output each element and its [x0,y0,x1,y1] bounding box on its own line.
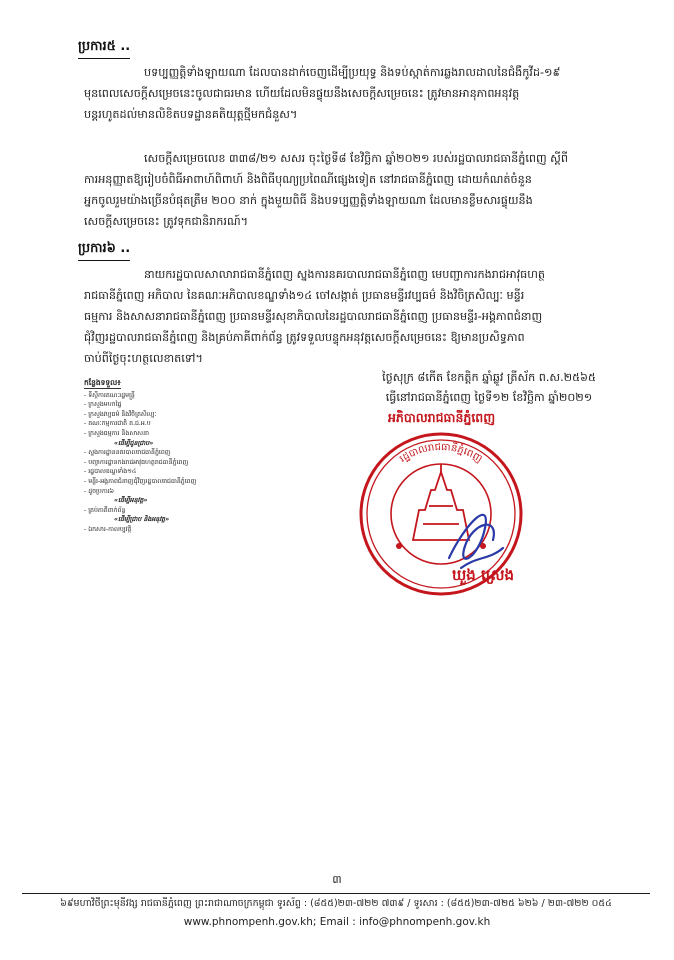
article5-paragraph1 [84,62,640,125]
article5-heading: ប្រការ៥ .. [78,38,130,59]
list-item: - រដ្ឋបាលខណ្ឌទាំង១៤ [84,467,324,477]
list-item: - គណៈកម្មការជាតិ គ.ជ.អ.ប [84,419,324,429]
website-link[interactable]: www.phnompenh.gov.kh [183,916,313,928]
list-item: - មន្ទីរ-អង្គភាពជំនាញជុំវិញរដ្ឋបាលរាជធានីភ្នំពេញ [84,477,324,487]
list-subheading: «ដើម្បីជ្រាប និងអនុវត្ត» [114,516,170,524]
list-item: - ក្រសួងធម្មការ និងសាសនា [84,429,324,439]
text-line: បទប្បញ្ញត្តិទាំងឡាយណា ដែលបានដាក់ចេញដើម្បីប្រយុទ្ធ និងទប់ស្កាត់ការឆ្លងរាលដាលនៃជំងឺកូវីដ-១៩ [144,66,561,79]
text-line: ចាប់ពីថ្ងៃចុះហត្ថលេខាតទៅ។ [84,352,203,365]
list-item: - ឯកសារ-កាលប្បវត្តិ [84,525,324,535]
date-block [324,368,654,408]
text-line: នាយករដ្ឋបាលសាលារាជធានីភ្នំពេញ ស្នងការនគរបាលរាជធានីភ្នំពេញ មេបញ្ជាការកងរាជអាវុធហត្ថ [144,268,546,281]
email-label: ; Email : info@phnompenh.gov.kh [312,916,491,928]
signatory-name: ឃួង ស្រេង [452,566,515,584]
seal-text: រដ្ឋបាលរាជធានីភ្នំពេញ [397,441,485,466]
text-line: សេចក្តីសម្រេចលេខ ៣៣៨/២១ សសរ ចុះថ្ងៃទី៨ ខែវិច្ឆិកា ឆ្នាំ២០២១ របស់រដ្ឋបាលរាជធានីភ្នំពេញ ស្តីពី [144,152,568,165]
footer-contact [0,916,674,928]
page-number: ៣ [332,873,342,886]
recipients-title: កន្លែងទទួល៖ [84,378,121,387]
list-subheading: «ដើម្បីជូនជ្រាប» [114,439,154,447]
text-line: មុនពេលសេចក្តីសម្រេចនេះចូលជាធរមាន ហើយដែលមិនផ្ទុយនឹងសេចក្តីសម្រេចនេះ ត្រូវមានអានុភាពអនុវត្ត [84,87,520,100]
text-line: ការអនុញ្ញាតឱ្យរៀបចំពិធីអាពាហ៍ពិពាហ៍ និងពិធីបុណ្យប្រពៃណីផ្សេងទៀត នៅរាជធានីភ្នំពេញ ដោយកំណត់ចំនួន [84,173,532,186]
text-line: សេចក្តីសម្រេចនេះ ត្រូវទុកជានិរាករណ៍។ [84,215,248,228]
article5-paragraph2 [84,148,640,232]
list-item: - ដូចប្រការ៦ [84,487,324,497]
text-line: ធម្មការ និងសាសនារាជធានីភ្នំពេញ ប្រធានមន្ទីរសុខាភិបាលនៃរដ្ឋបាលរាជធានីភ្នំពេញ ប្រធានមន្ទីរ-អង្គភាពជំនាញ [84,310,543,323]
list-item: - ទីស្តីការគណៈរដ្ឋមន្ត្រី [84,391,324,401]
lunar-date: ថ្ងៃសុក្រ ៨កើត ខែកត្តិក ឆ្នាំឆ្លូវ ត្រីស័ក ព.ស.២៥៦៥ [382,371,596,384]
article6-heading: ប្រការ៦ .. [78,240,130,261]
solar-date: ធ្វើនៅរាជធានីភ្នំពេញ ថ្ងៃទី១២ ខែវិច្ឆិកា ឆ្នាំ២០២១ [385,391,593,404]
list-item: - គ្រប់ភាគីពាក់ព័ន្ធ [84,506,324,516]
list-item: - ក្រសួងមហាផ្ទៃ [84,400,324,410]
svg-text:រដ្ឋបាលរាជធានីភ្នំពេញ [398,441,484,465]
list-item: - បញ្ជាការដ្ឋានកងរាជអាវុធហត្ថរាជធានីភ្នំពេញ [84,458,324,468]
signing-authority: អភិបាលរាជធានីភ្នំពេញ [388,410,496,425]
footer-divider [22,893,650,894]
text-line: អ្នកចូលរួមយ៉ាងច្រើនបំផុតត្រឹម ២០០ នាក់ ក្នុងមួយពិធី និងបទប្បញ្ញត្តិទាំងឡាយណា ដែលមានខ្លឹមសារផ្ទុយនឹង [84,194,533,207]
article6-paragraph [84,264,640,369]
list-subheading: «ដើម្បីអនុវត្ត» [114,497,148,505]
text-line: ជុំវិញរដ្ឋបាលរាជធានីភ្នំពេញ និងគ្រប់ភាគីពាក់ព័ន្ធ ត្រូវទទួលបន្ទុកអនុវត្តសេចក្តីសម្រេចនេះ ឱ្យមានប្រសិទ្ធភាព [84,331,525,344]
recipients-list [84,378,324,535]
list-item: - ក្រសួងវប្បធម៌ និងវិចិត្រសិល្បៈ [84,410,324,420]
text-line: រាជធានីភ្នំពេញ អភិបាល នៃគណៈអភិបាលខណ្ឌទាំង១៤ ចៅសង្កាត់ ប្រធានមន្ទីរវប្បធម៌ និងវិចិត្រសិល្បៈ មន្ទីរ [84,289,525,302]
text-line: បន្តរហូតដល់មានលិខិតបទដ្ឋានគតិយុត្តថ្មីមកជំនួស។ [84,108,298,121]
footer-address: ៦៩មហាវិថីព្រះមុនីវង្ស រាជធានីភ្នំពេញ ព្រះរាជាណាចក្រកម្ពុជា ទូរស័ព្ទ : (៨៥៥)២៣-៧២២ ៧៣៩ / ទូរសារ : (៨៥៥)២៣-៧២៥ ៦២៦ / ២៣-៧២២ ០៥៤ [60,898,612,909]
list-item: - ស្នងការដ្ឋាននគរបាលរាជធានីភ្នំពេញ [84,448,324,458]
